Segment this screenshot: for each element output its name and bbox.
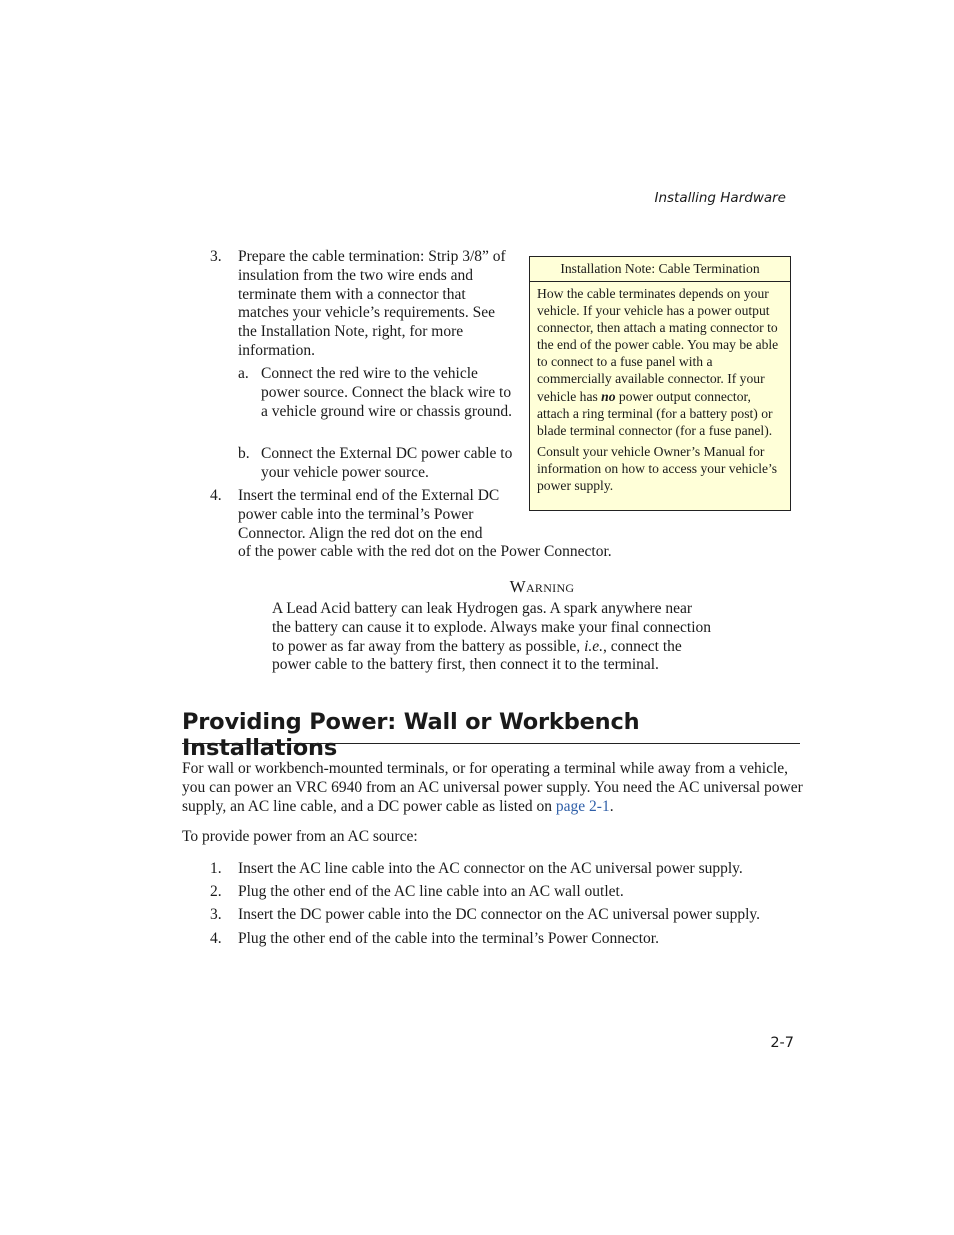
warning-text: A Lead Acid battery can leak Hydrogen gas. A spark anywhere near the battery can cause it to explode. Always make your final connection to power as far away from the battery as possible, i.e., connect the power cable to the battery first, then connect it to the terminal. bbox=[272, 600, 712, 674]
note-body bbox=[530, 282, 790, 494]
ac-step-4 bbox=[210, 930, 810, 949]
step-number: 4. bbox=[210, 930, 222, 947]
installation-note-box bbox=[529, 256, 791, 511]
note-paragraph-2: Consult your vehicle Owner’s Manual for information on how to access your vehicle’s power supply. bbox=[537, 443, 778, 494]
lead-in: To provide power from an AC source: bbox=[182, 828, 418, 845]
note-text: How the cable terminates depends on your vehicle. If your vehicle has a power output connector, then attach a mating connector to the end of the power cable. You may be able to connect to a fuse panel with a commercially available connector. If your vehicle has bbox=[537, 286, 779, 404]
step-text-part1: Insert the terminal end of the External DC power cable into the terminal’s Power Connector. Align the red dot on the end bbox=[238, 487, 500, 542]
page-link[interactable]: page 2-1 bbox=[555, 797, 610, 815]
step-number: 3. bbox=[210, 248, 222, 265]
ac-step-1 bbox=[210, 860, 810, 879]
step-number: 2. bbox=[210, 883, 222, 900]
step-text: Plug the other end of the cable into the terminal’s Power Connector. bbox=[238, 930, 659, 947]
step-number: 1. bbox=[210, 860, 222, 877]
ac-step-3 bbox=[210, 906, 810, 925]
page-number: 2-7 bbox=[770, 1035, 794, 1051]
substep-text: Connect the red wire to the vehicle power source. Connect the black wire to a vehicle ground wire or chassis ground. bbox=[261, 365, 512, 420]
ac-step-2 bbox=[210, 883, 810, 902]
step-3b bbox=[238, 445, 528, 483]
warning-title: Warning bbox=[509, 577, 575, 596]
substep-letter: b. bbox=[238, 445, 250, 462]
substep-text: Connect the External DC power cable to your vehicle power source. bbox=[261, 445, 513, 481]
note-text: power output connector, attach a ring terminal (for a battery post) or blade terminal connector (for a fuse panel). bbox=[537, 388, 773, 438]
note-title: Installation Note: Cable Termination bbox=[530, 257, 790, 282]
step-text: Insert the AC line cable into the AC connector on the AC universal power supply. bbox=[238, 860, 743, 877]
step-3a bbox=[238, 365, 528, 421]
section-rule bbox=[182, 743, 800, 744]
warning-emphasis: i.e. bbox=[584, 637, 603, 655]
step-number: 4. bbox=[210, 487, 222, 504]
step-3 bbox=[210, 248, 520, 361]
step-number: 3. bbox=[210, 906, 222, 923]
step-text-part2: of the power cable with the red dot on the Power Connector. bbox=[238, 543, 612, 561]
note-paragraph-1 bbox=[537, 285, 784, 439]
step-text: Prepare the cable termination: Strip 3/8” of insulation from the two wire ends and terminate them with a connector that matches your vehicle’s requirements. See the Installation Note, right, for more information. bbox=[238, 248, 506, 359]
note-emphasis: no bbox=[601, 388, 616, 404]
section-intro: For wall or workbench-mounted terminals, or for operating a terminal while away from a vehicle, you can power an VRC 6940 from an AC universal power supply. You need the AC universal power supply, an AC line cable, and a DC power cable as listed on page 2-1. bbox=[182, 760, 803, 815]
running-header: Installing Hardware bbox=[654, 190, 786, 206]
substep-letter: a. bbox=[238, 365, 249, 382]
section-title: Providing Power: Wall or Workbench Installations bbox=[182, 709, 640, 761]
step-text: Plug the other end of the AC line cable into an AC wall outlet. bbox=[238, 883, 624, 900]
step-text: Insert the DC power cable into the DC connector on the AC universal power supply. bbox=[238, 906, 760, 923]
